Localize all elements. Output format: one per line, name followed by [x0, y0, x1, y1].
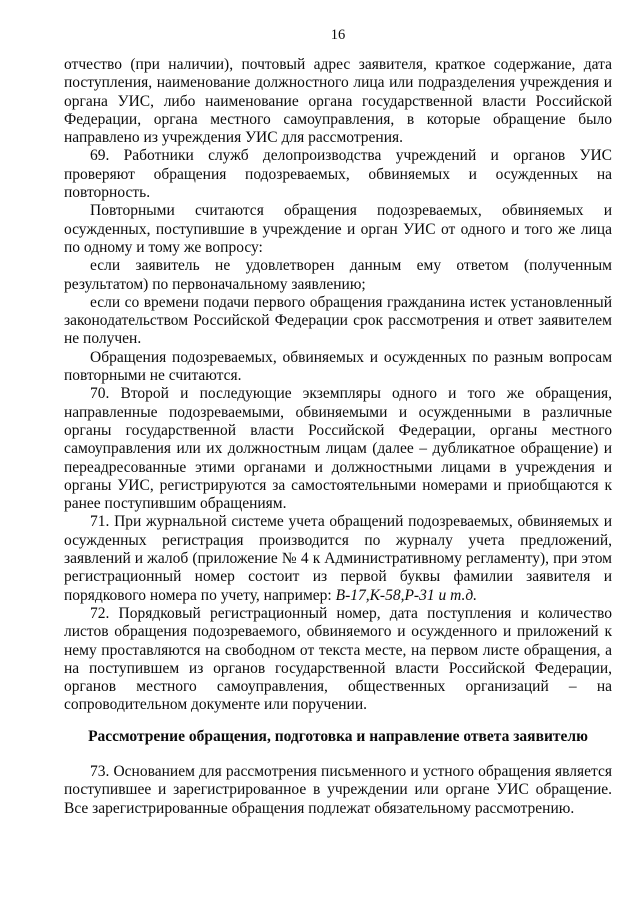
- paragraph-condition-1: если заявитель не удовлетворен данным ему ответом (полученным результатом) по первоначальному заявлению;: [64, 257, 612, 293]
- paragraph-71-text: 71. При журнальной системе учета обращений подозреваемых, обвиняемых и осужденных регистрация производится по журналу учета предложений, заявлений и жалоб (приложение № 4 к Административному регламенту), при этом регистрационный номер состоит из первой буквы фамилии заявителя и порядкового номера по учету, например:: [64, 513, 612, 604]
- paragraph-not-repeat: Обращения подозреваемых, обвиняемых и осужденных по разным вопросам повторными не считаются.: [64, 348, 612, 385]
- paragraph-condition-2: если со времени подачи первого обращения гражданина истек установленный законодательством Российской Федерации срок рассмотрения и ответ заявителем не получен.: [64, 293, 612, 348]
- paragraph-72: 72. Порядковый регистрационный номер, дата поступления и количество листов обращения подозреваемого, обвиняемого и осужденного и приложений к нему проставляются на свободном от текста месте, на первом листе обращения, а на поступившем из органов государственной власти Российской Федерации, органов местного самоуправления, общественных организаций – на сопроводительном документе или поручении.: [64, 604, 612, 714]
- section-heading: Рассмотрение обращения, подготовка и направление ответа заявителю: [88, 727, 588, 745]
- registration-number-examples: В-17,К-58,Р-31 и т.д.: [335, 586, 478, 604]
- document-body: [64, 56, 612, 818]
- paragraph-73: 73. Основанием для рассмотрения письменного и устного обращения является поступившее и зарегистрированное в учреждении или органе УИС обращение. Все зарегистрированные обращения подлежат обязательному рассмотрению.: [64, 762, 612, 817]
- paragraph-70: 70. Второй и последующие экземпляры одного и того же обращения, направленные подозреваемыми, обвиняемыми и осужденными в различные органы государственной власти Российской Федерации, органы местного самоуправления или их должностным лицам (далее – дубликатное обращение) и переадресованные этими органами и должностными лицами в учреждения и органы УИС, регистрируются за самостоятельными номерами и приобщаются к ранее поступившим обращениям.: [64, 385, 612, 513]
- paragraph-71: [64, 513, 612, 604]
- paragraph-69: 69. Работники служб делопроизводства учреждений и органов УИС проверяют обращения подозреваемых, обвиняемых и осужденных на повторность.: [64, 147, 612, 202]
- paragraph-continuation: отчество (при наличии), почтовый адрес заявителя, краткое содержание, дата поступления, наименование должностного лица или подразделения учреждения и органа УИС, либо наименование органа государственной власти Российской Федерации, органа местного самоуправления, в которые обращение было направлено из учреждения УИС для рассмотрения.: [64, 56, 612, 147]
- paragraph-repeat-definition: Повторными считаются обращения подозреваемых, обвиняемых и осужденных, поступившие в учреждение и орган УИС от одного и того же лица по одному и тому же вопросу:: [64, 202, 612, 256]
- page-number: 16: [330, 27, 346, 43]
